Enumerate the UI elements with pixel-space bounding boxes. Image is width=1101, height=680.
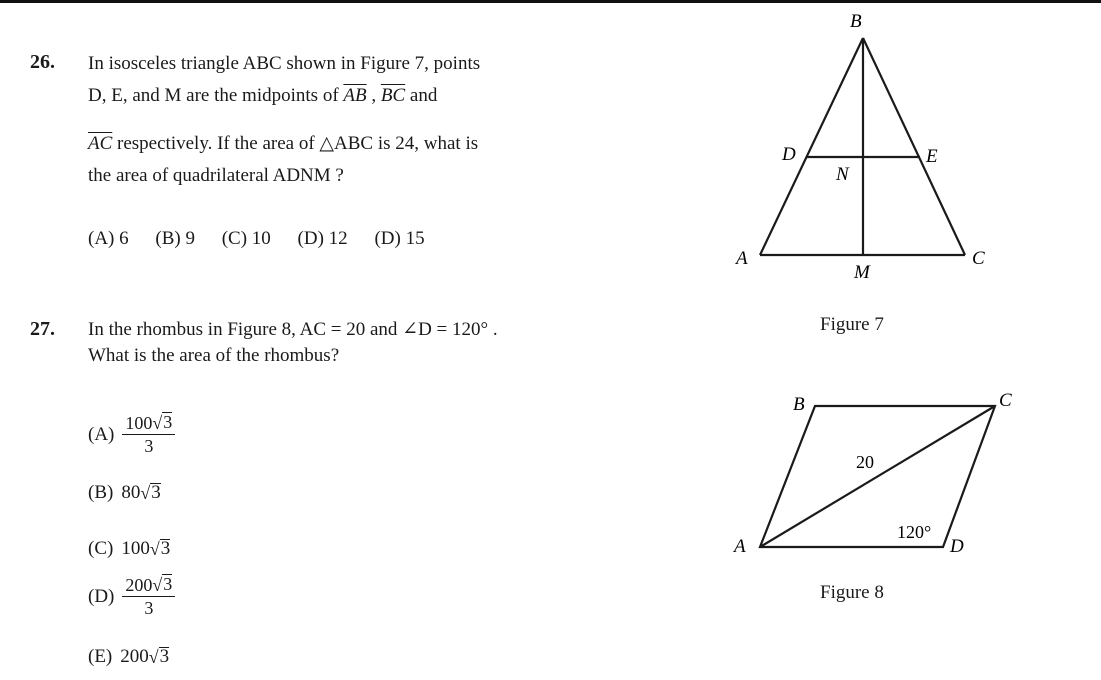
question-26-number: 26. bbox=[30, 51, 55, 73]
diagonal-length-label: 20 bbox=[856, 452, 874, 472]
segment-ab: $\overline{AB}$ bbox=[343, 85, 367, 106]
denominator: 3 bbox=[144, 598, 154, 618]
choice-label: (A) bbox=[88, 423, 115, 445]
coefficient: 100 bbox=[121, 538, 150, 559]
label-c: C bbox=[999, 390, 1012, 411]
choice-label: (E) bbox=[88, 646, 113, 667]
q26-line3-post: respectively. If the area of △ABC is 24, what is bbox=[112, 133, 479, 154]
label-c: C bbox=[972, 248, 985, 269]
figure-7-caption: Figure 7 bbox=[820, 314, 884, 335]
question-26-line-1: In isosceles triangle ABC shown in Figure 7, points bbox=[88, 53, 481, 74]
label-a: A bbox=[734, 536, 746, 557]
figure-8-diagram bbox=[720, 380, 1040, 570]
label-n: N bbox=[836, 164, 849, 185]
q26-line2-post: and bbox=[405, 85, 438, 106]
angle-label: 120° bbox=[897, 522, 932, 542]
q26-comma: , bbox=[366, 85, 381, 106]
q27-choice-b[interactable]: (B) 80 √ 3 bbox=[88, 481, 161, 503]
coefficient: 200 bbox=[120, 646, 149, 667]
diagonal-ac bbox=[760, 406, 995, 547]
label-d: D bbox=[950, 536, 964, 557]
q26-choice-d[interactable]: (D) 12 bbox=[297, 228, 348, 249]
segment-ac: $\overline{AC}$ bbox=[88, 133, 113, 154]
q27-choice-a[interactable] bbox=[88, 412, 175, 457]
q27-choice-e[interactable]: (E) 200 √ 3 bbox=[88, 645, 170, 667]
choice-label: (C) bbox=[88, 538, 114, 559]
question-27-line-2: What is the area of the rhombus? bbox=[88, 345, 340, 366]
radicand: 3 bbox=[160, 537, 171, 559]
denominator: 3 bbox=[144, 436, 154, 456]
radicand: 3 bbox=[159, 645, 170, 667]
coefficient: 80 bbox=[121, 482, 141, 503]
q26-line2-pre: D, E, and M are the midpoints of bbox=[88, 85, 344, 106]
figure-8-caption: Figure 8 bbox=[820, 582, 884, 603]
radicand: 3 bbox=[151, 481, 161, 503]
figure-7-diagram bbox=[720, 0, 1020, 300]
side-bc bbox=[863, 38, 965, 255]
fraction: 100 √ 3 3 bbox=[122, 412, 175, 457]
radicand: 3 bbox=[163, 574, 173, 594]
question-27-number: 27. bbox=[30, 318, 55, 340]
q26-choice-a[interactable]: (A) 6 bbox=[88, 228, 129, 249]
q27-choice-c[interactable]: (C) 100 √ 3 bbox=[88, 537, 171, 559]
label-a: A bbox=[736, 248, 748, 269]
coefficient: 200 bbox=[125, 575, 153, 595]
label-b: B bbox=[850, 11, 862, 32]
label-m: M bbox=[854, 262, 870, 283]
side-ab bbox=[760, 38, 863, 255]
choice-label: (D) bbox=[88, 585, 115, 607]
label-d: D bbox=[782, 144, 796, 165]
question-27-line-1: In the rhombus in Figure 8, AC = 20 and ∠D = 120° . bbox=[88, 319, 498, 340]
radicand: 3 bbox=[163, 412, 173, 432]
question-26-line-2 bbox=[88, 80, 437, 111]
label-e: E bbox=[926, 146, 938, 167]
coefficient: 100 bbox=[125, 413, 153, 433]
segment-bc: $\overline{BC}$ bbox=[380, 85, 406, 106]
q26-choice-c[interactable]: (C) 10 bbox=[221, 228, 271, 249]
question-26-line-3 bbox=[88, 128, 478, 159]
q26-choice-b[interactable]: (B) 9 bbox=[155, 228, 195, 249]
question-26-choices bbox=[88, 228, 447, 250]
label-b: B bbox=[793, 394, 805, 415]
fraction: 200 √ 3 3 bbox=[122, 574, 175, 619]
question-26-line-4: the area of quadrilateral ADNM ? bbox=[88, 165, 344, 186]
q26-choice-d-2[interactable]: (D) 15 bbox=[374, 228, 425, 249]
choice-label: (B) bbox=[88, 482, 114, 503]
q27-choice-d[interactable] bbox=[88, 574, 175, 619]
